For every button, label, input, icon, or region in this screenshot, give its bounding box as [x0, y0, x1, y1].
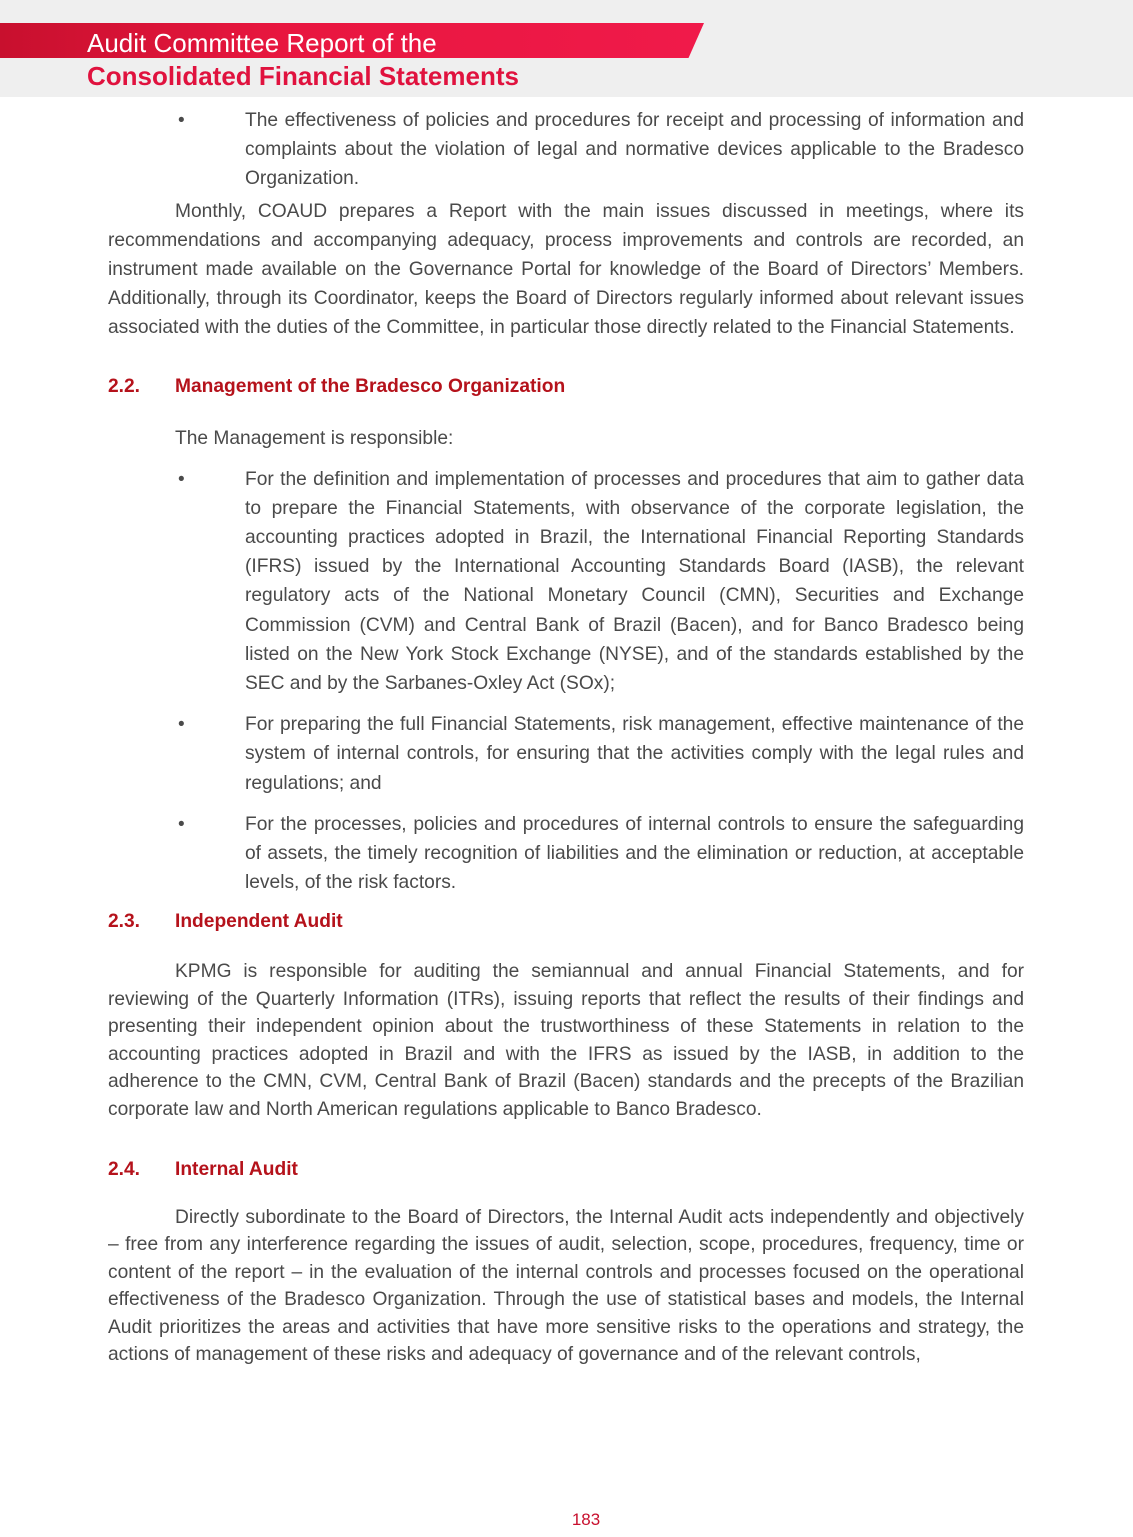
bullet-icon: •: [178, 110, 185, 131]
list-item: [108, 465, 1024, 699]
page-number: 183: [571, 1510, 601, 1529]
intro-bullet-text: The effectiveness of policies and procedures for receipt and processing of information and complaints about the violation of legal and normative devices applicable to the Bradesco Organization.: [245, 110, 1024, 190]
independent-audit-paragraph: KPMG is responsible for auditing the semiannual and annual Financial Statements, and for reviewing of the Quarterly Information (ITRs), issuing reports that reflect the results of their findings and presenting their independent opinion about the trustworthiness of these Statements in relation to the accounting practices adopted in Brazil and with the IFRS as issued by the IASB, in addition to the adherence to the CMN, CVM, Central Bank of Brazil (Bacen) standards and the precepts of the Brazilian corporate law and North American regulations applicable to Banco Bradesco.: [108, 961, 1024, 1120]
section-number: 2.4.: [108, 1158, 141, 1180]
document-body: [108, 106, 1024, 1368]
header-title-line2: Consolidated Financial Statements: [87, 61, 519, 91]
list-item: [108, 710, 1024, 798]
internal-audit-paragraph: Directly subordinate to the Board of Directors, the Internal Audit acts independently and objectively – free from any interference regarding the issues of audit, selection, scope, procedures, frequency, time or content of the report – in the evaluation of the internal controls and processes focused on the operational effectiveness of the Bradesco Organization. Through the use of statistical bases and models, the Internal Audit prioritizes the areas and activities that have more sensitive risks to the operations and strategy, the actions of management of these risks and adequacy of governance and of the relevant controls,: [108, 1206, 1024, 1365]
list-item: [108, 810, 1024, 898]
section-number: 2.3.: [108, 911, 141, 933]
section-number: 2.2.: [108, 375, 141, 397]
section-title: Independent Audit: [175, 911, 343, 933]
management-lead: The Management is responsible:: [175, 427, 454, 449]
section-title: Internal Audit: [175, 1158, 298, 1180]
list-item-text: For the definition and implementation of processes and procedures that aim to gather data to prepare the Financial Statements, with observance of the corporate legislation, the accounting practices adopted in Brazil, the International Financial Reporting Standards (IFRS) issued by the International Accounting Standards Board (IASB), the relevant regulatory acts of the National Monetary Council (CMN), Securities and Exchange Commission (CVM) and Central Bank of Brazil (Bacen), and for Banco Bradesco being listed on the New York Stock Exchange (NYSE), and of the standards established by the SEC and by the Sarbanes-Oxley Act (SOx);: [245, 468, 1024, 695]
header-title-line1: Audit Committee Report of the: [87, 28, 437, 58]
intro-bullet-item: [108, 106, 1024, 194]
bullet-icon: •: [178, 468, 185, 490]
section-heading-2-3: [108, 907, 1024, 936]
list-item-text: For preparing the full Financial Statements, risk management, effective maintenance of the system of internal controls, for ensuring that the activities comply with the legal rules and regulations; and: [245, 714, 1024, 794]
section-heading-2-4: [108, 1155, 1024, 1184]
bullet-icon: •: [178, 813, 185, 835]
section-heading-2-2: [108, 372, 1024, 401]
intro-paragraph: Monthly, COAUD prepares a Report with the main issues discussed in meetings, where its recommendations and accompanying adequacy, process improvements and controls are recorded, an instrument made available on the Governance Portal for knowledge of the Board of Directors’ Members. Additionally, through its Coordinator, keeps the Board of Directors regularly informed about relevant issues associated with the duties of the Committee, in particular those directly related to the Financial Statements.: [108, 200, 1024, 339]
bullet-icon: •: [178, 714, 185, 736]
list-item-text: For the processes, policies and procedures of internal controls to ensure the safeguarding of assets, the timely recognition of liabilities and the elimination or reduction, at acceptable levels, of the risk factors.: [245, 813, 1024, 894]
section-title: Management of the Bradesco Organization: [175, 375, 566, 397]
